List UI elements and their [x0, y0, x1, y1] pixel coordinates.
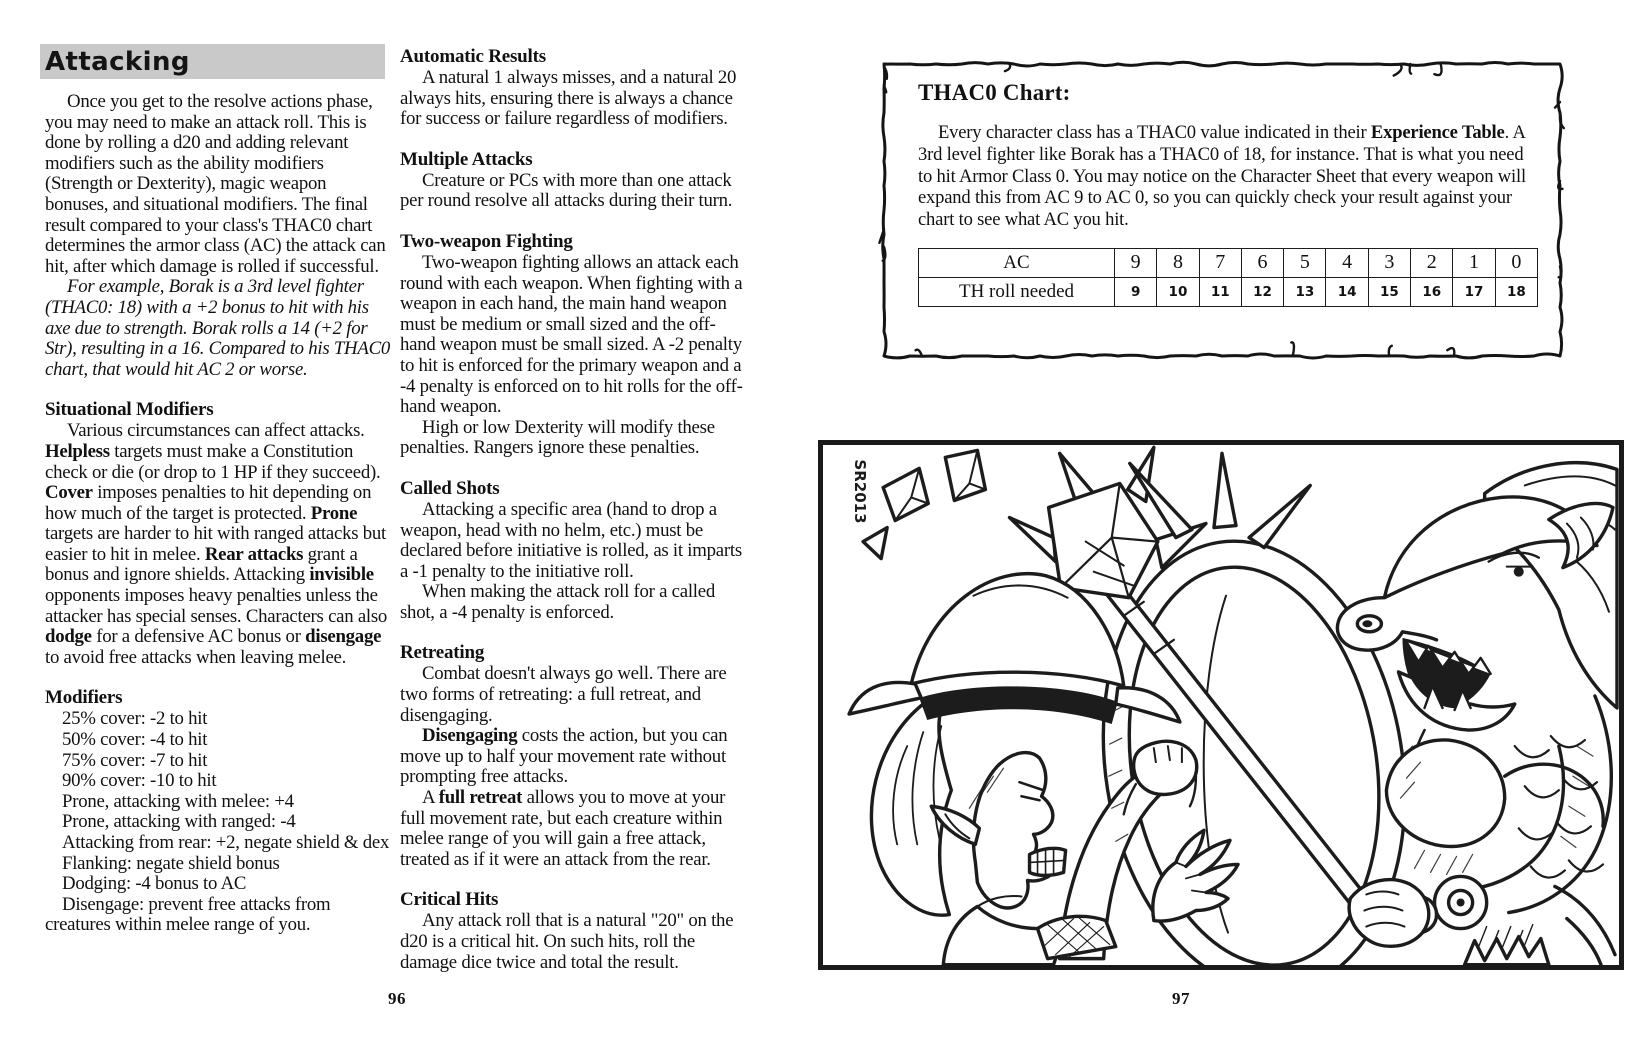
section-heading: Critical Hits [400, 889, 499, 911]
th-cell: 15 [1368, 277, 1410, 306]
ac-cell: 4 [1326, 248, 1368, 277]
row-label-th: TH roll needed [919, 277, 1115, 306]
modifier-item: Disengage: prevent free attacks from [62, 893, 331, 915]
modifier-item: Prone, attacking with ranged: -4 [62, 811, 296, 833]
thac0-box-title: THAC0 Chart: [918, 80, 1071, 105]
th-cell: 14 [1326, 277, 1368, 306]
paragraph: Any attack roll that is a natural "20" on the d20 is a critical hit. On such hits, roll the damage dice twice and total the result. [400, 910, 734, 973]
th-cell: 9 [1115, 277, 1157, 306]
thac0-box-content [918, 80, 1536, 307]
section-heading: Called Shots [400, 477, 500, 499]
paragraph: Creature or PCs with more than one attack per round resolve all attacks during their turn. [400, 169, 733, 212]
paragraph: Two-weapon fighting allows an attack each round with each weapon. When fighting with a weapon in each hand, the main hand weapon must be medium or small sized and the off-hand weapon must be small sized. A -2 penalty to hit is enforced for the primary weapon and a -4 penalty is enforced on to hit rolls for the off-hand weapon. [400, 251, 743, 418]
page-title: Attacking [45, 46, 190, 77]
ac-cell: 0 [1495, 248, 1537, 277]
section-critical-hits [400, 889, 748, 973]
paragraph: Combat doesn't always go well. There are two forms of retreating: a full retreat, and disengaging. [400, 663, 727, 726]
left-column [45, 92, 390, 936]
ac-cell: 5 [1284, 248, 1326, 277]
illustration-signature: SR2013 [851, 459, 870, 524]
table-row-ac [919, 248, 1538, 277]
situational-paragraph: Various circumstances can affect attacks. Helpless targets must make a Constitution check or die (or drop to 1 HP if they succeed). Cover imposes penalties to hit depending on how much of the target is protected. Prone targets are harder to hit with ranged attacks but easier to hit in melee. Rear attacks grant a bonus and ignore shields. Attacking invisible opponents imposes heavy penalties unless the attacker has special senses. Characters can also dodge for a defensive AC bonus or disengage to avoid free attacks when leaving melee. [45, 420, 388, 668]
ac-cell: 6 [1241, 248, 1283, 277]
table-row-th [919, 277, 1538, 306]
battle-illustration [823, 445, 1619, 965]
ac-cell: 8 [1157, 248, 1199, 277]
page-number-right: 97 [1172, 989, 1190, 1008]
paragraph: A full retreat allows you to move at your full movement rate, but each creature within melee range of you will gain a free attack, treated as if it were an attack from the rear. [400, 787, 726, 870]
heading-situational-modifiers: Situational Modifiers [45, 399, 214, 421]
ac-cell: 3 [1368, 248, 1410, 277]
modifier-item: Prone, attacking with melee: +4 [62, 790, 294, 812]
modifier-item: 75% cover: -7 to hit [62, 749, 208, 771]
battle-illustration-frame [818, 440, 1624, 970]
th-cell: 16 [1411, 277, 1453, 306]
modifier-item: Flanking: negate shield bonus [62, 852, 280, 874]
middle-column [400, 46, 748, 992]
paragraph: High or low Dexterity will modify these penalties. Rangers ignore these penalties. [400, 416, 715, 459]
modifier-item: Dodging: -4 bonus to AC [62, 873, 247, 895]
th-cell: 11 [1199, 277, 1241, 306]
paragraph: A natural 1 always misses, and a natural 20 always hits, ensuring there is always a chance for success or failure regardless of modifiers. [400, 67, 737, 130]
modifier-item: 25% cover: -2 to hit [62, 708, 208, 730]
section-heading: Multiple Attacks [400, 148, 533, 170]
page-number-left: 96 [388, 989, 406, 1008]
paragraph: When making the attack roll for a called shot, a -4 penalty is enforced. [400, 581, 715, 623]
th-cell: 17 [1453, 277, 1495, 306]
modifier-item: Attacking from rear: +2, negate shield & dex [62, 832, 390, 853]
example-paragraph: For example, Borak is a 3rd level fighter (THAC0: 18) with a +2 bonus to hit with his axe due to strength. Borak rolls a 14 (+2 for Str), resulting in a 16. Compared to his THAC0 chart, that would hit AC 2 or worse. [45, 276, 391, 380]
ac-cell: 7 [1199, 248, 1241, 277]
section-title-bar [40, 44, 385, 79]
thac0-table [918, 248, 1538, 307]
ac-cell: 2 [1411, 248, 1453, 277]
th-cell: 18 [1495, 277, 1537, 306]
row-label-ac: AC [919, 248, 1115, 277]
modifier-item-continuation: creatures within melee range of you. [45, 914, 311, 936]
paragraph: Disengaging costs the action, but you can move up to half your movement rate without prompting free attacks. [400, 725, 728, 788]
th-cell: 10 [1157, 277, 1199, 306]
modifier-item: 50% cover: -4 to hit [62, 729, 208, 751]
heading-modifiers: Modifiers [45, 687, 123, 709]
section-two-weapon-fighting [400, 231, 748, 459]
modifiers-list [45, 709, 390, 936]
section-retreating [400, 642, 748, 870]
intro-paragraph: Once you get to the resolve actions phase, you may need to make an attack roll. This is done by rolling a d20 and adding relevant modifiers such as the ability modifiers (Strength or Dexterity), magic weapon bonuses, and situational modifiers. The final result compared to your class's THAC0 chart determines the armor class (AC) the attack can hit, after which damage is rolled if successful. [45, 91, 386, 277]
section-heading: Automatic Results [400, 46, 546, 67]
ac-cell: 9 [1115, 248, 1157, 277]
section-called-shots [400, 478, 748, 624]
paragraph: Attacking a specific area (hand to drop a weapon, head with no helm, etc.) must be declared before initiative is rolled, as it imparts a -1 penalty to the initiative roll. [400, 498, 742, 582]
section-heading: Retreating [400, 642, 485, 664]
thac0-chart-box [872, 50, 1572, 372]
thac0-box-body: Every character class has a THAC0 value indicated in their Experience Table. A 3rd level fighter like Borak has a THAC0 of 18, for instance. That is what you need to hit Armor Class 0. You may notice on the Character Sheet that every weapon will expand this from AC 9 to AC 0, so you can quickly check your result against your chart to see what AC you hit. [918, 122, 1526, 231]
modifier-item: 90% cover: -10 to hit [62, 770, 217, 792]
section-automatic-results [400, 46, 748, 130]
section-heading: Two-weapon Fighting [400, 230, 573, 252]
section-multiple-attacks [400, 149, 748, 212]
th-cell: 12 [1241, 277, 1283, 306]
th-cell: 13 [1284, 277, 1326, 306]
ac-cell: 1 [1453, 248, 1495, 277]
